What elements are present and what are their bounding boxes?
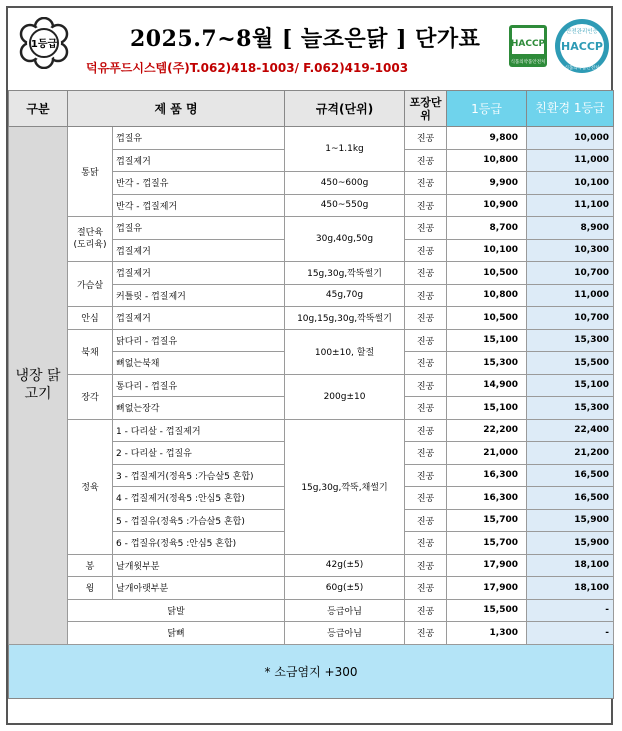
price-grade1: 9,900: [447, 172, 527, 195]
price-grade1: 14,900: [447, 374, 527, 397]
price-grade-eco: 22,400: [527, 419, 614, 442]
footer-row: [9, 644, 614, 698]
product-name: 반각 - 껍질유: [113, 172, 285, 195]
price-grade1: 15,700: [447, 532, 527, 555]
pack: 진공: [405, 194, 447, 217]
spec: 450~600g: [285, 172, 405, 195]
table-row: [9, 262, 614, 285]
price-grade1: 10,100: [447, 239, 527, 262]
spec: 30g,40g,50g: [285, 217, 405, 262]
table-row: [9, 217, 614, 240]
spec: 200g±10: [285, 374, 405, 419]
table-row: [9, 307, 614, 330]
group-label: 북채: [68, 329, 113, 374]
col-grade-eco: 친환경 1등급: [527, 91, 614, 127]
group-label: 가슴살: [68, 262, 113, 307]
price-grade-eco: 15,300: [527, 397, 614, 420]
product-name: 닭다리 - 껍질유: [113, 329, 285, 352]
svg-text:1등급: 1등급: [30, 39, 58, 50]
salt-brine-note: * 소금염지 +300: [9, 644, 614, 698]
product-name: 3 - 껍질제거(정육5 :가슴살5 혼합): [113, 464, 285, 487]
price-grade-eco: 21,200: [527, 442, 614, 465]
pack: 진공: [405, 172, 447, 195]
col-grade1: 1등급: [447, 91, 527, 127]
spec: 1~1.1kg: [285, 127, 405, 172]
svg-text:HACCP: HACCP: [561, 40, 603, 53]
price-grade-eco: 15,900: [527, 532, 614, 555]
haccp-certification-badge: [554, 18, 610, 74]
product-name: 5 - 껍질유(정육5 :가슴살5 혼합): [113, 509, 285, 532]
product-name: 1 - 다리살 - 껍질제거: [113, 419, 285, 442]
pack: 진공: [405, 217, 447, 240]
price-grade1: 9,800: [447, 127, 527, 150]
pack: 진공: [405, 442, 447, 465]
table-row: [9, 419, 614, 442]
table-row: [9, 127, 614, 150]
product-name: 반각 - 껍질제거: [113, 194, 285, 217]
price-grade-eco: 8,900: [527, 217, 614, 240]
product-name: 닭뼈: [68, 622, 285, 645]
price-grade-eco: 15,900: [527, 509, 614, 532]
product-name: 뼈없는장각: [113, 397, 285, 420]
table-row: [9, 554, 614, 577]
price-grade-eco: 10,700: [527, 262, 614, 285]
price-grade1: 15,100: [447, 329, 527, 352]
price-grade1: 17,900: [447, 554, 527, 577]
col-spec: 규격(단위): [285, 91, 405, 127]
product-name: 껍질제거: [113, 307, 285, 330]
group-label: 절단육 (도리육): [68, 217, 113, 262]
pack: 진공: [405, 307, 447, 330]
product-name: 껍질유: [113, 217, 285, 240]
pack: 진공: [405, 419, 447, 442]
page-title: 2025.7~8월 [ 늘조은닭 ] 단가표: [130, 26, 481, 52]
price-grade1: 8,700: [447, 217, 527, 240]
spec: 15g,30g,깍뚝,채썰기: [285, 419, 405, 554]
svg-text:식품의약품안전처: 식품의약품안전처: [564, 66, 600, 71]
pack: 진공: [405, 149, 447, 172]
product-name: 껍질제거: [113, 149, 285, 172]
pack: 진공: [405, 554, 447, 577]
spec: 15g,30g,깍뚝썰기: [285, 262, 405, 285]
pack: 진공: [405, 622, 447, 645]
price-grade1: 15,700: [447, 509, 527, 532]
table-header: [9, 91, 614, 127]
pack: 진공: [405, 397, 447, 420]
spec: 등급아님: [285, 599, 405, 622]
col-name: 제 품 명: [68, 91, 285, 127]
group-label: 장각: [68, 374, 113, 419]
product-name: 4 - 껍질제거(정육5 :안심5 혼합): [113, 487, 285, 510]
price-grade-eco: -: [527, 622, 614, 645]
haccp-badge: [508, 24, 548, 68]
table-row: [9, 329, 614, 352]
table-row: [9, 374, 614, 397]
price-grade1: 10,500: [447, 307, 527, 330]
price-grade-eco: 10,700: [527, 307, 614, 330]
spec: 450~550g: [285, 194, 405, 217]
pack: 진공: [405, 487, 447, 510]
price-grade-eco: 16,500: [527, 464, 614, 487]
price-grade-eco: 11,000: [527, 284, 614, 307]
price-grade1: 10,800: [447, 284, 527, 307]
price-grade-eco: -: [527, 599, 614, 622]
spec: 45g,70g: [285, 284, 405, 307]
price-grade1: 1,300: [447, 622, 527, 645]
price-grade-eco: 10,000: [527, 127, 614, 150]
price-grade-eco: 10,300: [527, 239, 614, 262]
price-grade1: 15,100: [447, 397, 527, 420]
product-name: 날개아랫부분: [113, 577, 285, 600]
pack: 진공: [405, 329, 447, 352]
col-pack: 포장단위: [405, 91, 447, 127]
price-grade-eco: 18,100: [527, 577, 614, 600]
price-grade1: 15,500: [447, 599, 527, 622]
price-grade-eco: 16,500: [527, 487, 614, 510]
pack: 진공: [405, 127, 447, 150]
product-name: 커틀릿 - 껍질제거: [113, 284, 285, 307]
price-grade-eco: 18,100: [527, 554, 614, 577]
price-grade-eco: 11,100: [527, 194, 614, 217]
price-grade-eco: 15,100: [527, 374, 614, 397]
category-chilled-chicken: 냉장 닭고기: [9, 127, 68, 645]
product-name: 날개윗부분: [113, 554, 285, 577]
product-name: 껍질유: [113, 127, 285, 150]
pack: 진공: [405, 284, 447, 307]
table-row: [9, 599, 614, 622]
col-category: 구분: [9, 91, 68, 127]
price-grade1: 10,800: [447, 149, 527, 172]
price-grade1: 16,300: [447, 464, 527, 487]
price-grade1: 22,200: [447, 419, 527, 442]
price-grade-eco: 10,100: [527, 172, 614, 195]
pack: 진공: [405, 374, 447, 397]
price-grade1: 21,000: [447, 442, 527, 465]
spec: 60g(±5): [285, 577, 405, 600]
spec: 100±10, 할절: [285, 329, 405, 374]
price-grade-eco: 15,300: [527, 329, 614, 352]
pack: 진공: [405, 239, 447, 262]
price-grade1: 15,300: [447, 352, 527, 375]
pack: 진공: [405, 352, 447, 375]
product-name: 6 - 껍질유(정육5 :안심5 혼합): [113, 532, 285, 555]
spec: 10g,15g,30g,깍뚝썰기: [285, 307, 405, 330]
svg-text:HACCP: HACCP: [510, 39, 546, 49]
svg-text:안전관리인증: 안전관리인증: [566, 29, 598, 35]
spec: 등급아님: [285, 622, 405, 645]
group-label: 통닭: [68, 127, 113, 217]
price-grade-eco: 15,500: [527, 352, 614, 375]
group-label: 안심: [68, 307, 113, 330]
pack: 진공: [405, 532, 447, 555]
price-grade-eco: 11,000: [527, 149, 614, 172]
group-label: 윙: [68, 577, 113, 600]
price-grade1: 17,900: [447, 577, 527, 600]
product-name: 닭발: [68, 599, 285, 622]
pack: 진공: [405, 262, 447, 285]
pack: 진공: [405, 577, 447, 600]
spec: 42g(±5): [285, 554, 405, 577]
header: [8, 8, 611, 88]
group-label: 봉: [68, 554, 113, 577]
company-contact: 덕유푸드시스템(주)T.062)418-1003/ F.062)419-1003: [86, 61, 409, 75]
table-row: [9, 622, 614, 645]
price-grade1: 10,900: [447, 194, 527, 217]
price-table: [8, 90, 614, 699]
product-name: 2 - 다리살 - 껍질유: [113, 442, 285, 465]
group-label: 정육: [68, 419, 113, 554]
pack: 진공: [405, 509, 447, 532]
price-grade1: 16,300: [447, 487, 527, 510]
price-grade1: 10,500: [447, 262, 527, 285]
pack: 진공: [405, 599, 447, 622]
svg-text:식품의약품안전처: 식품의약품안전처: [510, 60, 546, 65]
product-name: 뼈없는북채: [113, 352, 285, 375]
product-name: 껍질제거: [113, 262, 285, 285]
pack: 진공: [405, 464, 447, 487]
table-row: [9, 577, 614, 600]
product-name: 통다리 - 껍질유: [113, 374, 285, 397]
product-name: 껍질제거: [113, 239, 285, 262]
grade-1-logo: [18, 17, 70, 69]
